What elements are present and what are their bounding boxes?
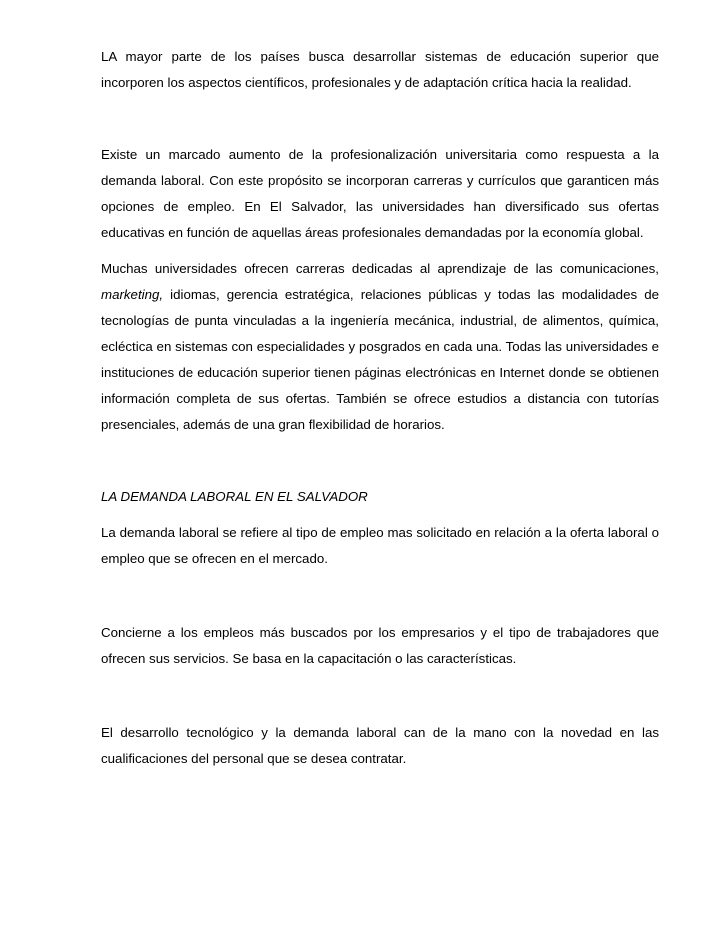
paragraph-profesionalizacion: Existe un marcado aumento de la profesionalización universitaria como respuesta a la demanda laboral. Con este propósito se incorporan carreras y currículos que garanticen más opciones de empleo. En El Salvador, las universidades han diversificado sus ofertas educativas en función de aquellas áreas profesionales demandadas por la economía global. bbox=[101, 147, 659, 240]
spacer bbox=[101, 510, 659, 520]
spacer bbox=[101, 96, 659, 142]
document-page bbox=[101, 44, 659, 772]
spacer bbox=[101, 672, 659, 720]
paragraph-universidades bbox=[101, 256, 659, 438]
paragraph-desarrollo: El desarrollo tecnológico y la demanda laboral can de la mano con la novedad en las cualificaciones del personal que se desea contratar. bbox=[101, 725, 659, 766]
spacer bbox=[101, 438, 659, 484]
paragraph-intro: LA mayor parte de los países busca desarrollar sistemas de educación superior que incorporen los aspectos científicos, profesionales y de adaptación crítica hacia la realidad. bbox=[101, 49, 659, 90]
paragraph-universidades-text-a: Muchas universidades ofrecen carreras dedicadas al aprendizaje de las comunicaciones, bbox=[101, 261, 659, 276]
spacer bbox=[101, 572, 659, 620]
spacer bbox=[101, 246, 659, 256]
section-heading: LA DEMANDA LABORAL EN EL SALVADOR bbox=[101, 489, 368, 504]
paragraph-concierne: Concierne a los empleos más buscados por los empresarios y el tipo de trabajadores que ofrecen sus servicios. Se basa en la capacitación o las características. bbox=[101, 625, 659, 666]
paragraph-universidades-text-b: idiomas, gerencia estratégica, relaciones públicas y todas las modalidades de tecnologías de punta vinculadas a la ingeniería mecánica, industrial, de alimentos, química, ecléctica en sistemas con especialidades y posgrados en cada una. Todas las universidades e instituciones de educación superior tienen páginas electrónicas en Internet donde se obtienen información completa de sus ofertas. También se ofrece estudios a distancia con tutorías presenciales, además de una gran flexibilidad de horarios. bbox=[101, 287, 659, 432]
paragraph-universidades-italic: marketing, bbox=[101, 287, 164, 302]
paragraph-definicion: La demanda laboral se refiere al tipo de empleo mas solicitado en relación a la oferta laboral o empleo que se ofrecen en el mercado. bbox=[101, 525, 659, 566]
